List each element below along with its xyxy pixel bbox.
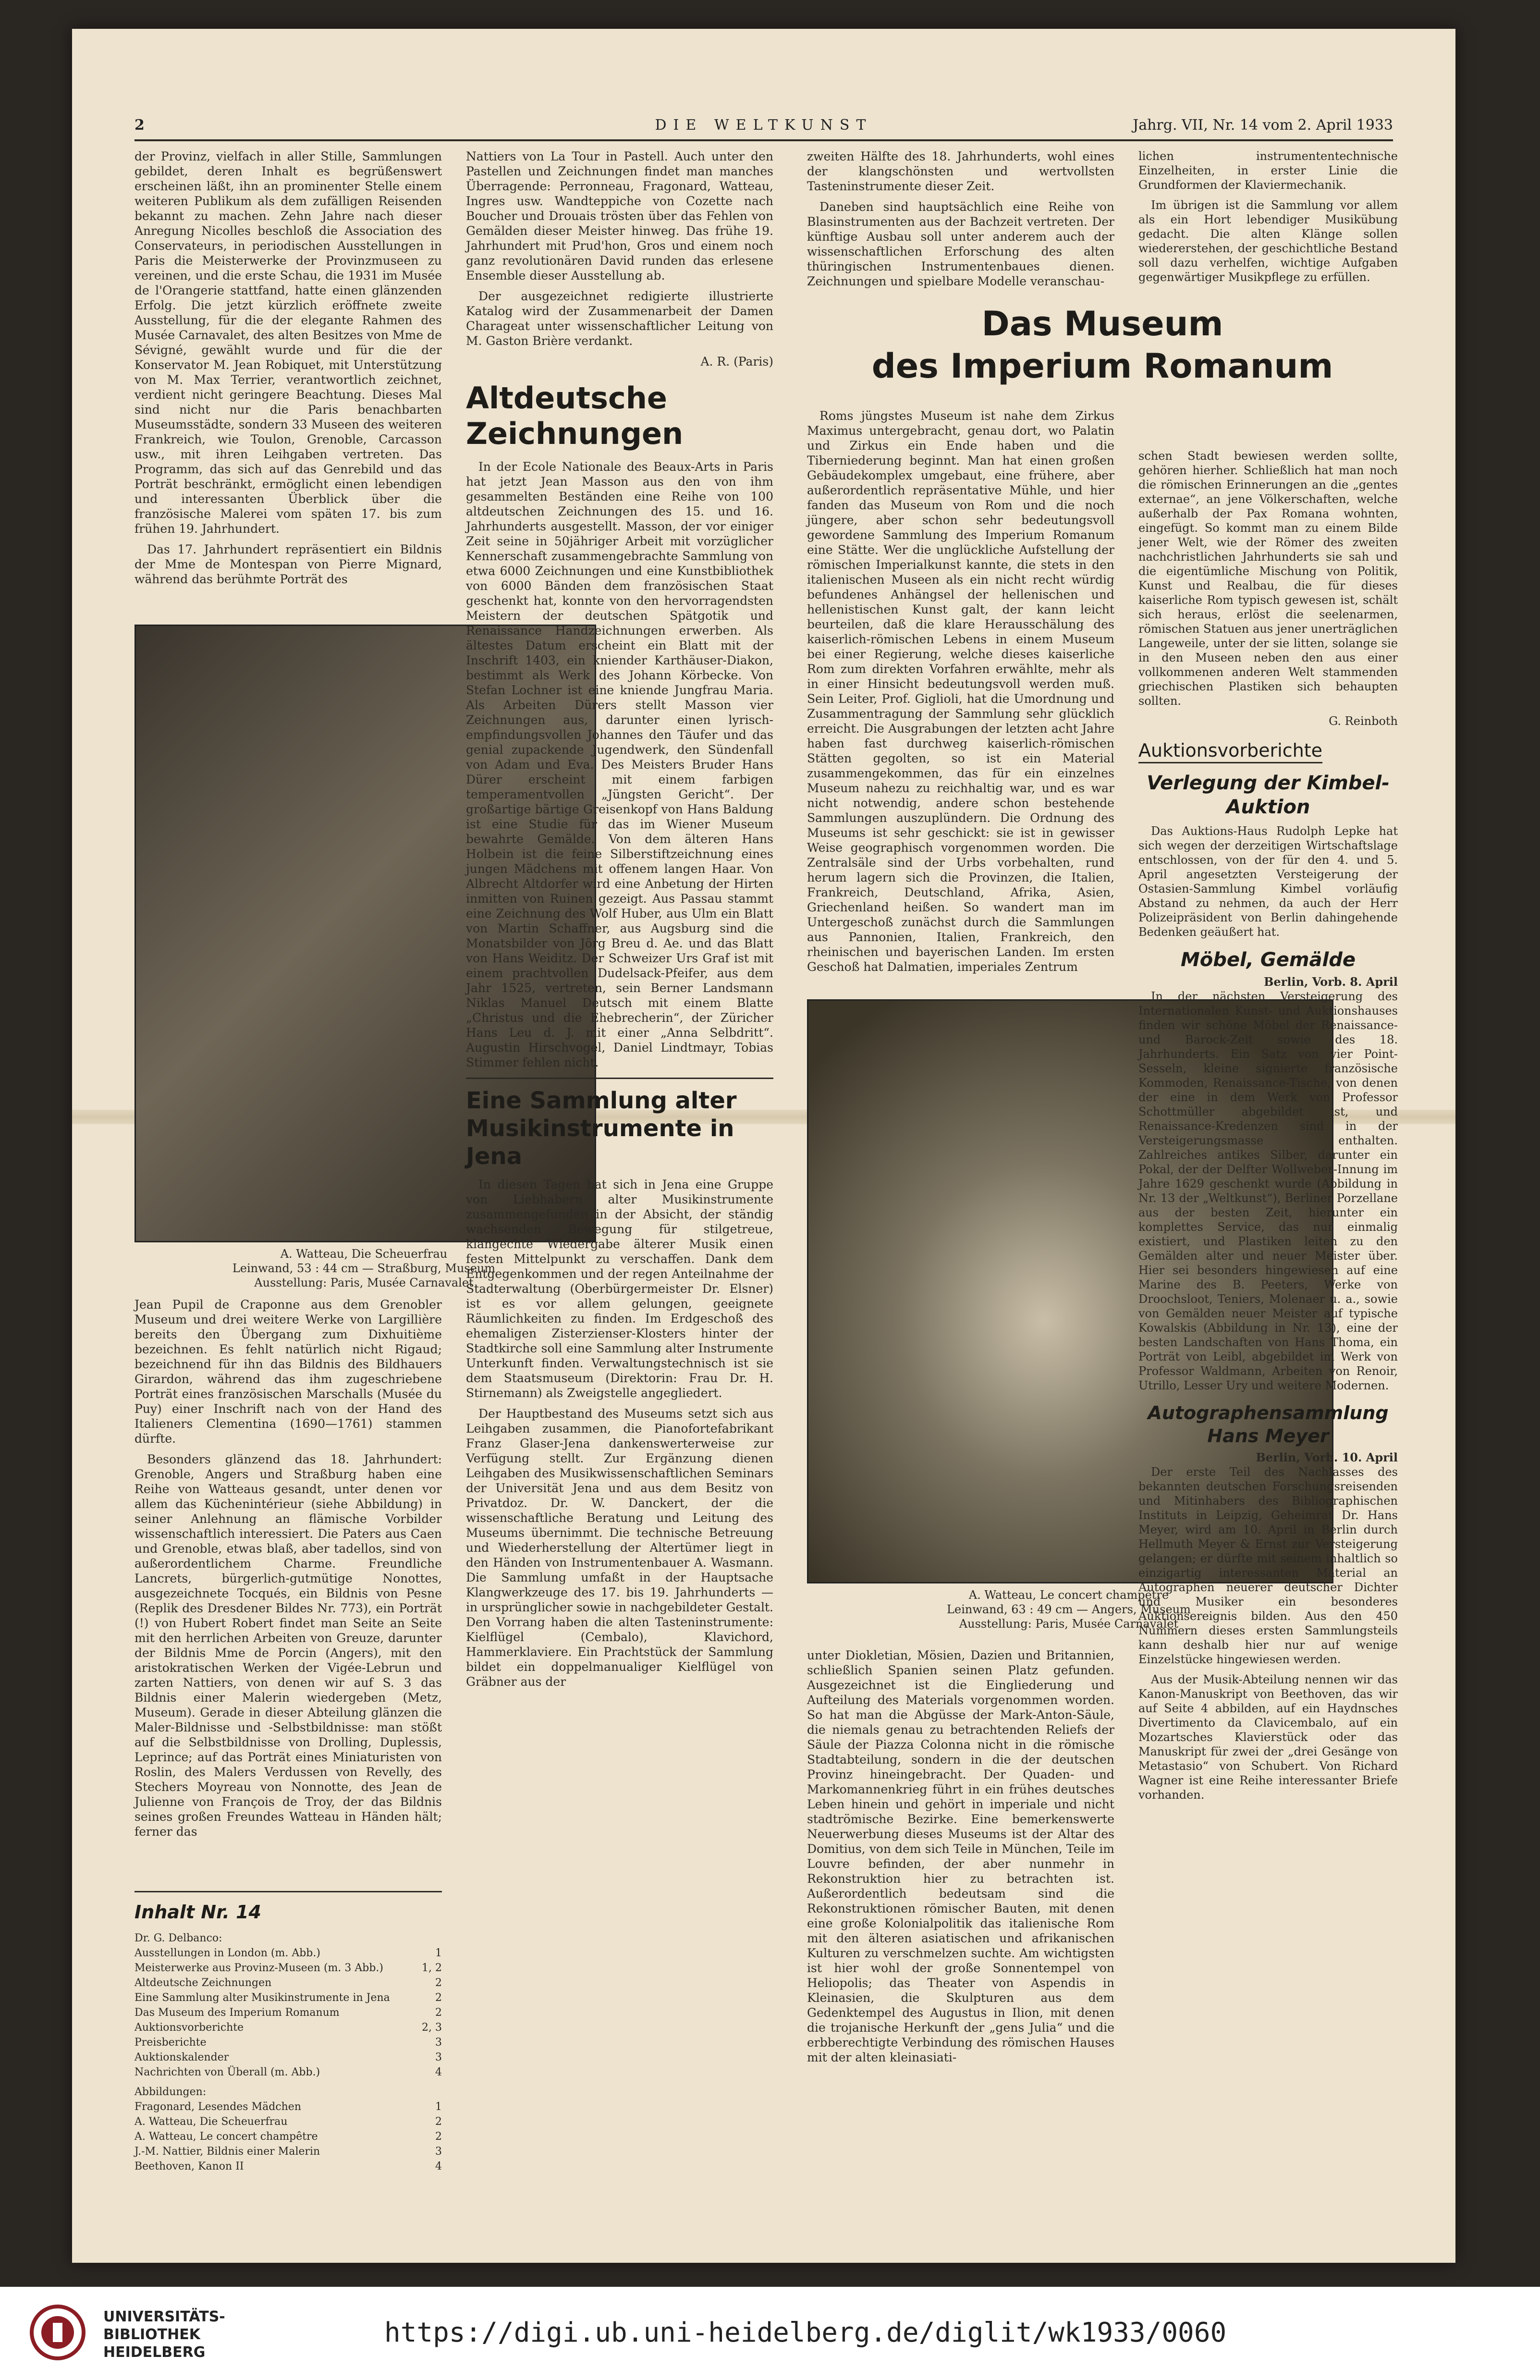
article-text: Jean Pupil de Craponne aus dem Grenobler Museum und drei weitere Werke von Largillière bereits den Übergang zum Dixhuitième bezeichnen. Es fehlt natürlich nicht Rigaud; bezeichnend für ihn das Bildnis des Bildhauers Girardon, während das ihm zugeschriebene Porträt eines französischen Marschalls (Musée du Puy) einer Inschrift nach von der Hand des Italieners Clementina (1690—1761) stammen dürfte.: [134, 1298, 442, 1446]
image-caption: A. Watteau, Le concert champêtre Leinwand, 63 : 49 cm — Angers, Museum Ausstellung: Paris, Musée Carnavalet: [947, 1588, 1191, 1631]
dateline: Berlin, Vorb. 8. April: [1264, 975, 1398, 989]
toc-entry[interactable]: Das Museum des Imperium Romanum 2: [134, 2007, 442, 2019]
article-signature: G. Reinboth: [1329, 714, 1398, 728]
headline-musikinstrumente: Eine Sammlung alter Musikinstrumente in Jena: [466, 1087, 737, 1170]
article-text: Besonders glänzend das 18. Jahrhundert: Grenoble, Angers und Straßburg haben eine Reihe von Watteaus gesandt, unter denen vor allem das Küchenintérieur (siehe Abbildung) in seiner Anlehnung an flämische Vorbilder wissenschaftlich interessiert. Die Paters aus Caen und Grenoble, etwas blaß, aber tadellos, sind von außerordentlichem Charme. Freundliche Lancrets, bürgerlich-gutmütige Nonottes, ausgezeichnete Tocqués, ein Bildnis von Pesne (Replik des Dresdener Bildes Nr. 773), ein Porträt (!) von Hubert Robert findet man Seite an Seite mit den herrlichen Arbeiten von Greuze, darunter der Bildnis Mme de Porcin (Angers), mit den aristokratischen Werken der Vigée-Lebrun und zarten Nattiers, von denen wir auf S. 3 das Bildnis einer Malerin wiedergeben (Metz, Museum). Gerade in dieser Abteilung glänzen die Maler-Bildnisse und -Selbstbildnisse: man stößt auf die Selbstbildnisse von Drolling, Duplessis, Leprince; auf das Porträt eines Miniaturisten von Roslin, des Malers Verdussen von Revelly, des Stechers Moyreau von Nonnotte, des Jean de Julienne von François de Troy, der das Bildnis seines großen Freundes Watteau in Händen hält; ferner das: [134, 1452, 442, 1839]
toc-illustrations-title: Abbildungen:: [134, 2086, 207, 2098]
article-text: Nattiers von La Tour in Pastell. Auch unter den Pastellen und Zeichnungen findet man manches Überragende: Perronneau, Fragonard, Watteau, Ingres usw. Wandteppiche von Cozette nach Boucher und Drouais trösten über das Fehlen von Gemälden dieser Meister hinweg. Das frühe 19. Jahrhundert mit Prud'hon, Gros und einem noch ganz revolutionären David runden das erlesene Ensemble dieser Ausstellung ab.: [466, 149, 773, 282]
subhead-kimbel-auktion: Verlegung der Kimbel-Auktion: [1147, 772, 1390, 818]
toc-title: Inhalt Nr. 14: [134, 1902, 261, 1923]
headline-museum-imperium-romanum: Das Museum des Imperium Romanum: [871, 304, 1333, 386]
running-header: [134, 106, 1393, 141]
article-text: unter Diokletian, Mösien, Dazien und Britannien, schließlich Spanien seinen Platz gefunden. Ausgezeichnet ist die Eingliederung und Aufteilung des Materials vorgenommen worden. So hat man die Abgüsse der Mark-Anton-Säule, die niemals genau zu betrachtenden Reliefs der Säule der Piazza Colonna nicht in die römische Stadtabteilung, sondern in die der deutschen Provinz hineingebracht. Der Quaden- und Markomannenkrieg führt in ein frühes deutsches Leben hinein und gehört in imperiale und nicht stadtrömische Bezirke. Eine bemerkenswerte Neuerwerbung dieses Museums ist der Altar des Domitius, von dem sich Teile in München, Teile im Louvre befinden, der aber nunmehr in Rekonstruktion hier zu betrachten ist. Außerordentlich bedeutsam sind die Rekonstruktionen römischer Bauten, mit denen eine große Kolonialpolitik das italienische Rom mit den älteren asiatischen und afrikanischen Kulturen zu verschmelzen suchte. Am wichtigsten ist hier wohl der große Sonnentempel von Heliopolis; das Theater von Aspendis in Kleinasien, die Skulpturen aus dem Gedenktempel des Augustus in Ilion, mit denen die trojanische Herkunft der „gens Julia“ und die erbberechtigte Verbindung des römischen Hauses mit der alten kleinasiati-: [807, 1648, 1114, 2064]
masthead: DIE WELTKUNST: [655, 117, 873, 134]
article-text: Roms jüngstes Museum ist nahe dem Zirkus Maximus untergebracht, genau dort, wo Palatin und Zirkus ein Ende haben und die Tiberniederung beginnt. Man hat einen großen Gebäudekomplex umgebaut, eine frühere, aber außerordentlich repräsentative Mühle, und hier fanden das Museum von Rom und die noch jüngere, aber schon sehr bedeutungsvoll gewordene Sammlung des Imperium Romanum eine Stätte. Wer die unglückliche Aufstellung der römischen Imperialkunst kannte, die stets in den italienischen Museen als ein nicht recht würdig befundenes Anhängsel der hellenischen und hellenistischen Kunst galt, der kann leicht beurteilen, daß die klare Herausschälung des kaiserlich-römischen Lebens in einem Museum bei einer Regierung, welche dieses kaiserliche Rom zum direkten Vorfahren erwählte, mehr als in einer Hinsicht bedeutungsvoll werden muß. Sein Leiter, Prof. Giglioli, hat die Umordnung und Zusammentragung der Sammlung sehr glücklich erreicht. Die Ausgrabungen der letzten acht Jahre haben fast durchweg kaiserlich-römischen Stätten gegolten, so ist ein Material zusammengekommen, das für ein einzelnes Museum nahezu zu reichhaltig war, und es war nicht notwendig, andere schon bestehende Sammlungen auszuplündern. Die Ordnung des Museums ist sehr geschickt: sie ist in gewisser Weise geographisch vorgenommen worden. Die Zentralsäle sind der Urbs vorbehalten, rund herum lagern sich die Provinzen, die Italien, Frankreich, Deutschland, Afrika, Asien, Griechenland heißen. So wandert man im Untergeschoß zunächst durch die Sammlungen aus Pannonien, Italien, Frankreich, den rheinischen und bayerischen Landen. Im ersten Geschoß hat Dalmatien, imperiales Zentrum: [807, 409, 1114, 974]
issue-line: Jahrg. VII, Nr. 14 vom 2. April 1933: [1133, 117, 1393, 134]
article-text: lichen instrumententechnische Einzelheiten, in erster Linie die Grundformen der Klaviermechanik.: [1138, 149, 1398, 192]
article-text: zweiten Hälfte des 18. Jahrhunderts, wohl eines der klangschönsten und wertvollsten Tasteninstrumente dieser Zeit.: [807, 149, 1114, 193]
headline-altdeutsche-zeichnungen: Altdeutsche Zeichnungen: [466, 380, 684, 451]
toc-entry[interactable]: Ausstellungen in London (m. Abb.) 1: [134, 1947, 442, 1959]
article-text: Aus der Musik-Abteilung nennen wir das Kanon-Manuskript von Beethoven, das wir auf Seite 4 abbilden, auf ein Haydnsches Divertimento da Clavicembalo, auf ein Mozartsches Klavierstück oder das Manuskript für zwei der „drei Gesänge von Metastasio“ von Schubert. Von Richard Wagner ist eine Reihe interessanter Briefe vorhanden.: [1138, 1673, 1398, 1802]
article-text: In der Ecole Nationale des Beaux-Arts in Paris hat jetzt Jean Masson aus den von ihm gesammelten Beständen eine Reihe von 100 altdeutschen Zeichnungen des 15. und 16. Jahrhunderts ausgestellt. Masson, der vor einiger Zeit seine in 50jähriger Arbeit mit vorzüglicher Kennerschaft zusammengebrachte Sammlung von etwa 6000 Zeichnungen und eine Kunstbibliothek von 6000 Bänden dem französischen Staat geschenkt hat, konnte von den hervorragendsten Meistern der deutschen Spätgotik und Renaissance Handzeichnungen erwerben. Als ältestes Datum erscheint ein Blatt mit der Inschrift 1403, ein kniender Karthäuser-Diakon, bestimmt als Werk des Johann Körbecke. Von Stefan Lochner ist eine kniende Jungfrau Maria. Als Arbeiten Dürers stellt Masson vier Zeichnungen aus, darunter einen lyrisch-empfindungsvollen Johannes den Täufer und das genial zupackende Jugendwerk, den Sündenfall von Adam und Eva. Des Meisters Bruder Hans Dürer erscheint mit einem farbigen temperamentvollen „Jüngsten Gericht“. Der großartige bärtige Greisenkopf von Hans Baldung ist eine Studie für das im Wiener Museum bewahrte Gemälde. Von dem älteren Hans Holbein ist die feine Silberstiftzeichnung eines jungen Mädchens mit offenem langen Haar. Von Albrecht Altdorfer wird eine Anbetung der Hirten inmitten von Ruinen gezeigt. Aus Passau stammt eine Zeichnung des Wolf Huber, aus Ulm ein Blatt von Martin Schaffner, aus Augsburg sind die Monatsbilder von Jörg Breu d. Ae. und das Blatt von Hans Weiditz. Der Schweizer Urs Graf ist mit einem prachtvollen Dudelsack-Pfeifer, aus dem Jahr 1525, vertreten, sein Berner Landsmann Niklas Manuel Deutsch mit einem Blatte „Christus und die Ehebrecherin“, der Züricher Hans Leu d. J. mit einer „Anna Selbdritt“. Augustin Hirschvogel, Daniel Lindtmayr, Tobias Stimmer fehlen nicht.: [466, 460, 773, 1069]
toc-entry[interactable]: Auktionskalender 3: [134, 2051, 442, 2063]
article-text: Das Auktions-Haus Rudolph Lepke hat sich wegen der derzeitigen Wirtschaftslage entschlossen, von der für den 4. und 5. April angesetzten Versteigerung der Ostasien-Sammlung Kimbel vorläufig Abstand zu nehmen, da auch der Herr Polizeipräsident von Berlin dahingehende Bedenken geäußert hat.: [1138, 824, 1398, 939]
article-text: Im übrigen ist die Sammlung vor allem als ein Hort lebendiger Musikübung gedacht. Die alten Klänge sollen wiedererstehen, der geschichtliche Bestand soll dazu verhelfen, wichtige Aufgaben gegenwärtiger Musikpflege zu erfüllen.: [1138, 198, 1398, 284]
university-seal-icon: [29, 2304, 91, 2361]
dateline: Berlin, Vorb. 10. April: [1256, 1450, 1398, 1464]
column-3-bottom: [807, 1648, 1114, 2071]
column-1-bottom: [134, 1297, 442, 1845]
article-text: Daneben sind hauptsächlich eine Reihe von Blasinstrumenten aus der Bachzeit vertreten. Der künftige Ausbau soll unter anderem auch der wissenschaftlichen Erforschung des alten thüringischen Instrumentenbaues dienen. Zeichnungen und spielbare Modelle veranschau-: [807, 200, 1114, 288]
toc-entry[interactable]: Altdeutsche Zeichnungen 2: [134, 1977, 442, 1989]
column-2-top: [466, 149, 773, 1695]
institution-name: UNIVERSITÄTS- BIBLIOTHEK HEIDELBERG: [103, 2308, 225, 2361]
toc-illustration[interactable]: J.-M. Nattier, Bildnis einer Malerin 3: [134, 2146, 442, 2158]
article-text: Der ausgezeichnet redigierte illustrierte Katalog wird der Zusammenarbeit der Damen Charageat unter wissenschaftlicher Leitung von M. Gaston Brière verdankt.: [466, 289, 773, 348]
toc-illustration[interactable]: Beethoven, Kanon II 4: [134, 2160, 442, 2172]
newspaper-page: [72, 29, 1455, 2263]
toc-entry[interactable]: Auktionsvorberichte 2, 3: [134, 2022, 442, 2034]
article-text: Der erste Teil des Nachlasses des bekannten deutschen Forschungsreisenden und Mitinhabers des Bibliographischen Instituts in Leipzig, Geheimrat Dr. Hans Meyer, wird am 10. April in Berlin durch Hellmuth Meyer & Ernst zur Versteigerung gelangen; er dürfte mit seinem inhaltlich so einzigartig interessanten Material an Autographen neuerer deutscher Dichter und Musiker ein besonderes Auktionsereignis bilden. Aus den 450 Nummern dieses ersten Sammlungsteils kann deshalb hier nur auf wenige Einzelstücke hingewiesen werden.: [1138, 1465, 1398, 1666]
toc-entry[interactable]: Dr. G. Delbanco:: [134, 1932, 222, 1944]
table-of-contents: [134, 1883, 442, 2174]
article-signature: A. R. (Paris): [700, 355, 773, 368]
column-4: [1138, 149, 1398, 1808]
article-text: schen Stadt bewiesen werden sollte, gehören hierher. Schließlich hat man noch die römischen Erinnerungen an die „gentes externae“, an jene Völkerschaften, welche außerhalb der Pax Romana wohnten, eingefügt. So kommt man zu einem Bilde jener Welt, wie der Römer des zweiten nachchristlichen Jahrhunderts sie sah und die eigentümliche Mischung von Politik, Kunst und Realbau, die für dieses kaiserliche Rom typisch gewesen ist, schält sich heraus, erlöst die seelenarmen, römischen Statuen aus jener unerträglichen Langeweile, unter der sie litten, solange sie in den Museen neben den aus einer vollkommenen anderen Welt stammenden griechischen Plastiken sich behaupten sollten.: [1138, 449, 1398, 708]
article-text: Der Hauptbestand des Museums setzt sich aus Leihgaben zusammen, die Pianofortefabrikant Franz Glaser-Jena dankenswerterweise zur Verfügung stellt. Zur Ergänzung dienen Leihgaben des Musikwissenschaftlichen Seminars der Universität Jena und aus dem Besitz von Privatdoz. Dr. W. Danckert, der die wissenschaftliche Beratung und Leitung des Museums übernimmt. Die technische Betreuung und Wiederherstellung der Altertümer liegt in den Händen von Instrumentenbauer A. Wasmann. Die Sammlung umfaßt in der Hauptsache Klangwerkzeuge des 17. bis 19. Jahrhunderts — in ursprünglicher sowie in nachgebildeter Gestalt. Den Vorrang haben die alten Tasteninstrumente: Kielflügel (Cembalo), Klavichord, Hammerklaviere. Ein Prachtstück der Sammlung bildet ein doppelmanualiger Kielflügel von Gräbner aus der: [466, 1407, 773, 1689]
toc-entry[interactable]: Eine Sammlung alter Musikinstrumente in Jena 2: [134, 1992, 442, 2004]
toc-illustration[interactable]: A. Watteau, Die Scheuerfrau 2: [134, 2116, 442, 2128]
subhead-moebel-gemaelde: Möbel, Gemälde: [1181, 949, 1356, 971]
column-1-top: [134, 149, 442, 592]
article-text: der Provinz, vielfach in aller Stille, Sammlungen gebildet, deren Inhalt es begrüßenswert erscheinen läßt, ihn an prominenter Stelle einem weiteren Publikum als dem zufälligen Reisenden bekannt zu machen. Zehn Jahre nach dieser Anregung Nicolles beschloß die Association des Conservateurs, in periodischen Ausstellungen in Paris die Meisterwerke der Provinzmuseen zu vereinen, und die erste Schau, die 1931 im Musée de l'Orangerie stattfand, hatte einen glänzenden Erfolg. Die jetzt kürzlich eröffnete zweite Ausstellung, für die der elegante Rahmen des Musée Carnavalet, des alten Besitzes von Mme de Sévigné, gewählt wurde und für die der Konservator M. Jean Robiquet, mit Unterstützung von M. Max Terrier, verantwortlich zeichnet, verdient nicht geringere Beachtung. Dieses Mal sind nicht nur die Paris benachbarten Museumsstädte, sondern 33 Museen des weiteren Frankreich, wie Toulon, Grenoble, Carcasson usw., mit ihren Leihgaben vertreten. Das Programm, das sich auf das Genrebild und das Porträt beschränkt, ermöglicht einen lebendigen und interessanten Überblick über die französische Malerei vom späten 17. bis zum frühen 19. Jahrhundert.: [134, 149, 442, 536]
toc-illustration[interactable]: A. Watteau, Le concert champêtre 2: [134, 2131, 442, 2143]
section-auktionsvorberichte: Auktionsvorberichte: [1138, 739, 1322, 763]
source-url-link[interactable]: https://digi.ub.uni-heidelberg.de/diglit/wk1933/0060: [384, 2317, 1227, 2348]
article-text: In diesen Tagen hat sich in Jena eine Gruppe von Liebhabern alter Musikinstrumente zusammengefunden in der Absicht, der ständig wachsenden Bewegung für stilgetreue, klangechte Wiedergabe älterer Musik einen festen Mittelpunkt zu verschaffen. Dank dem Entgegenkommen und der regen Anteilnahme der Stadterwaltung (Oberbürgermeister Dr. Elsner) ist es vor allem gelungen, geeignete Räumlichkeiten zu finden. Im Erdgeschoß des ehemaligen Zisterzienser-Klosters hinter der Stadtkirche soll eine Sammlung alter Instrumente Unterkunft finden. Verwaltungstechnisch ist sie dem Staatsmuseum (Direktorin: Frau Dr. H. Stirnemann) als Zweigstelle angegliedert.: [466, 1178, 773, 1400]
image-caption: A. Watteau, Die Scheuerfrau Leinwand, 53 : 44 cm — Straßburg, Museum Ausstellung: Paris, Musée Carnavalet: [232, 1247, 496, 1289]
article-text: Das 17. Jahrhundert repräsentiert ein Bildnis der Mme de Montespan von Pierre Mignard, während das berühmte Porträt des: [134, 542, 442, 586]
column-3-middle: [807, 408, 1114, 980]
toc-illustration[interactable]: Fragonard, Lesendes Mädchen 1: [134, 2101, 442, 2113]
library-footer: [0, 2287, 1540, 2380]
toc-entry[interactable]: Preisberichte 3: [134, 2036, 442, 2049]
subhead-autographensammlung: Autographensammlung Hans Meyer: [1148, 1402, 1389, 1447]
column-3-top: [807, 149, 1114, 294]
article-text: In der nächsten Versteigerung des Internationalen Kunst- und Auktionshauses finden wir schöne Möbel der Renaissance- und Barock-Zeit sowie des 18. Jahrhunderts. Ein Satz von vier Point-Sesseln, kleine signierte französische Kommoden, Renaissance-Tische, von denen der eine in dem Werk von Professor Schottmüller abgebildet ist, und Renaissance-Kredenzen sind in der Versteigerungsmasse enthalten. Zahlreiches antikes Silber, darunter ein Pokal, der der Delfter Wollweber-Innung im Jahre 1629 geschenkt wurde (Abbildung in Nr. 13 der „Weltkunst“), Berliner Porzellane aus der besten Zeit, hierunter ein komplettes Service, das nur einmalig existiert, und Plastiken leiten zu den Gemälden alter und neuer Meister über. Hier sei besonders hingewiesen auf eine Marine des B. Peeters, Werke von Droochsloot, Teniers, Molenaer u. a., sowie von Gemälden neuer Meister auf typische Kowalskis (Abbildung in Nr. 13), eine der besten Landschaften von Hans Thoma, ein Porträt von Leibl, abgebildet im Werk von Professor Waldmann, Arbeiten von Renoir, Utrillo, Lesser Ury und weitere Modernen.: [1138, 990, 1398, 1392]
toc-entry[interactable]: Meisterwerke aus Provinz-Museen (m. 3 Abb.) 1, 2: [134, 1962, 442, 1974]
page-number: 2: [134, 117, 145, 134]
toc-entry[interactable]: Nachrichten von Überall (m. Abb.) 4: [134, 2066, 442, 2078]
